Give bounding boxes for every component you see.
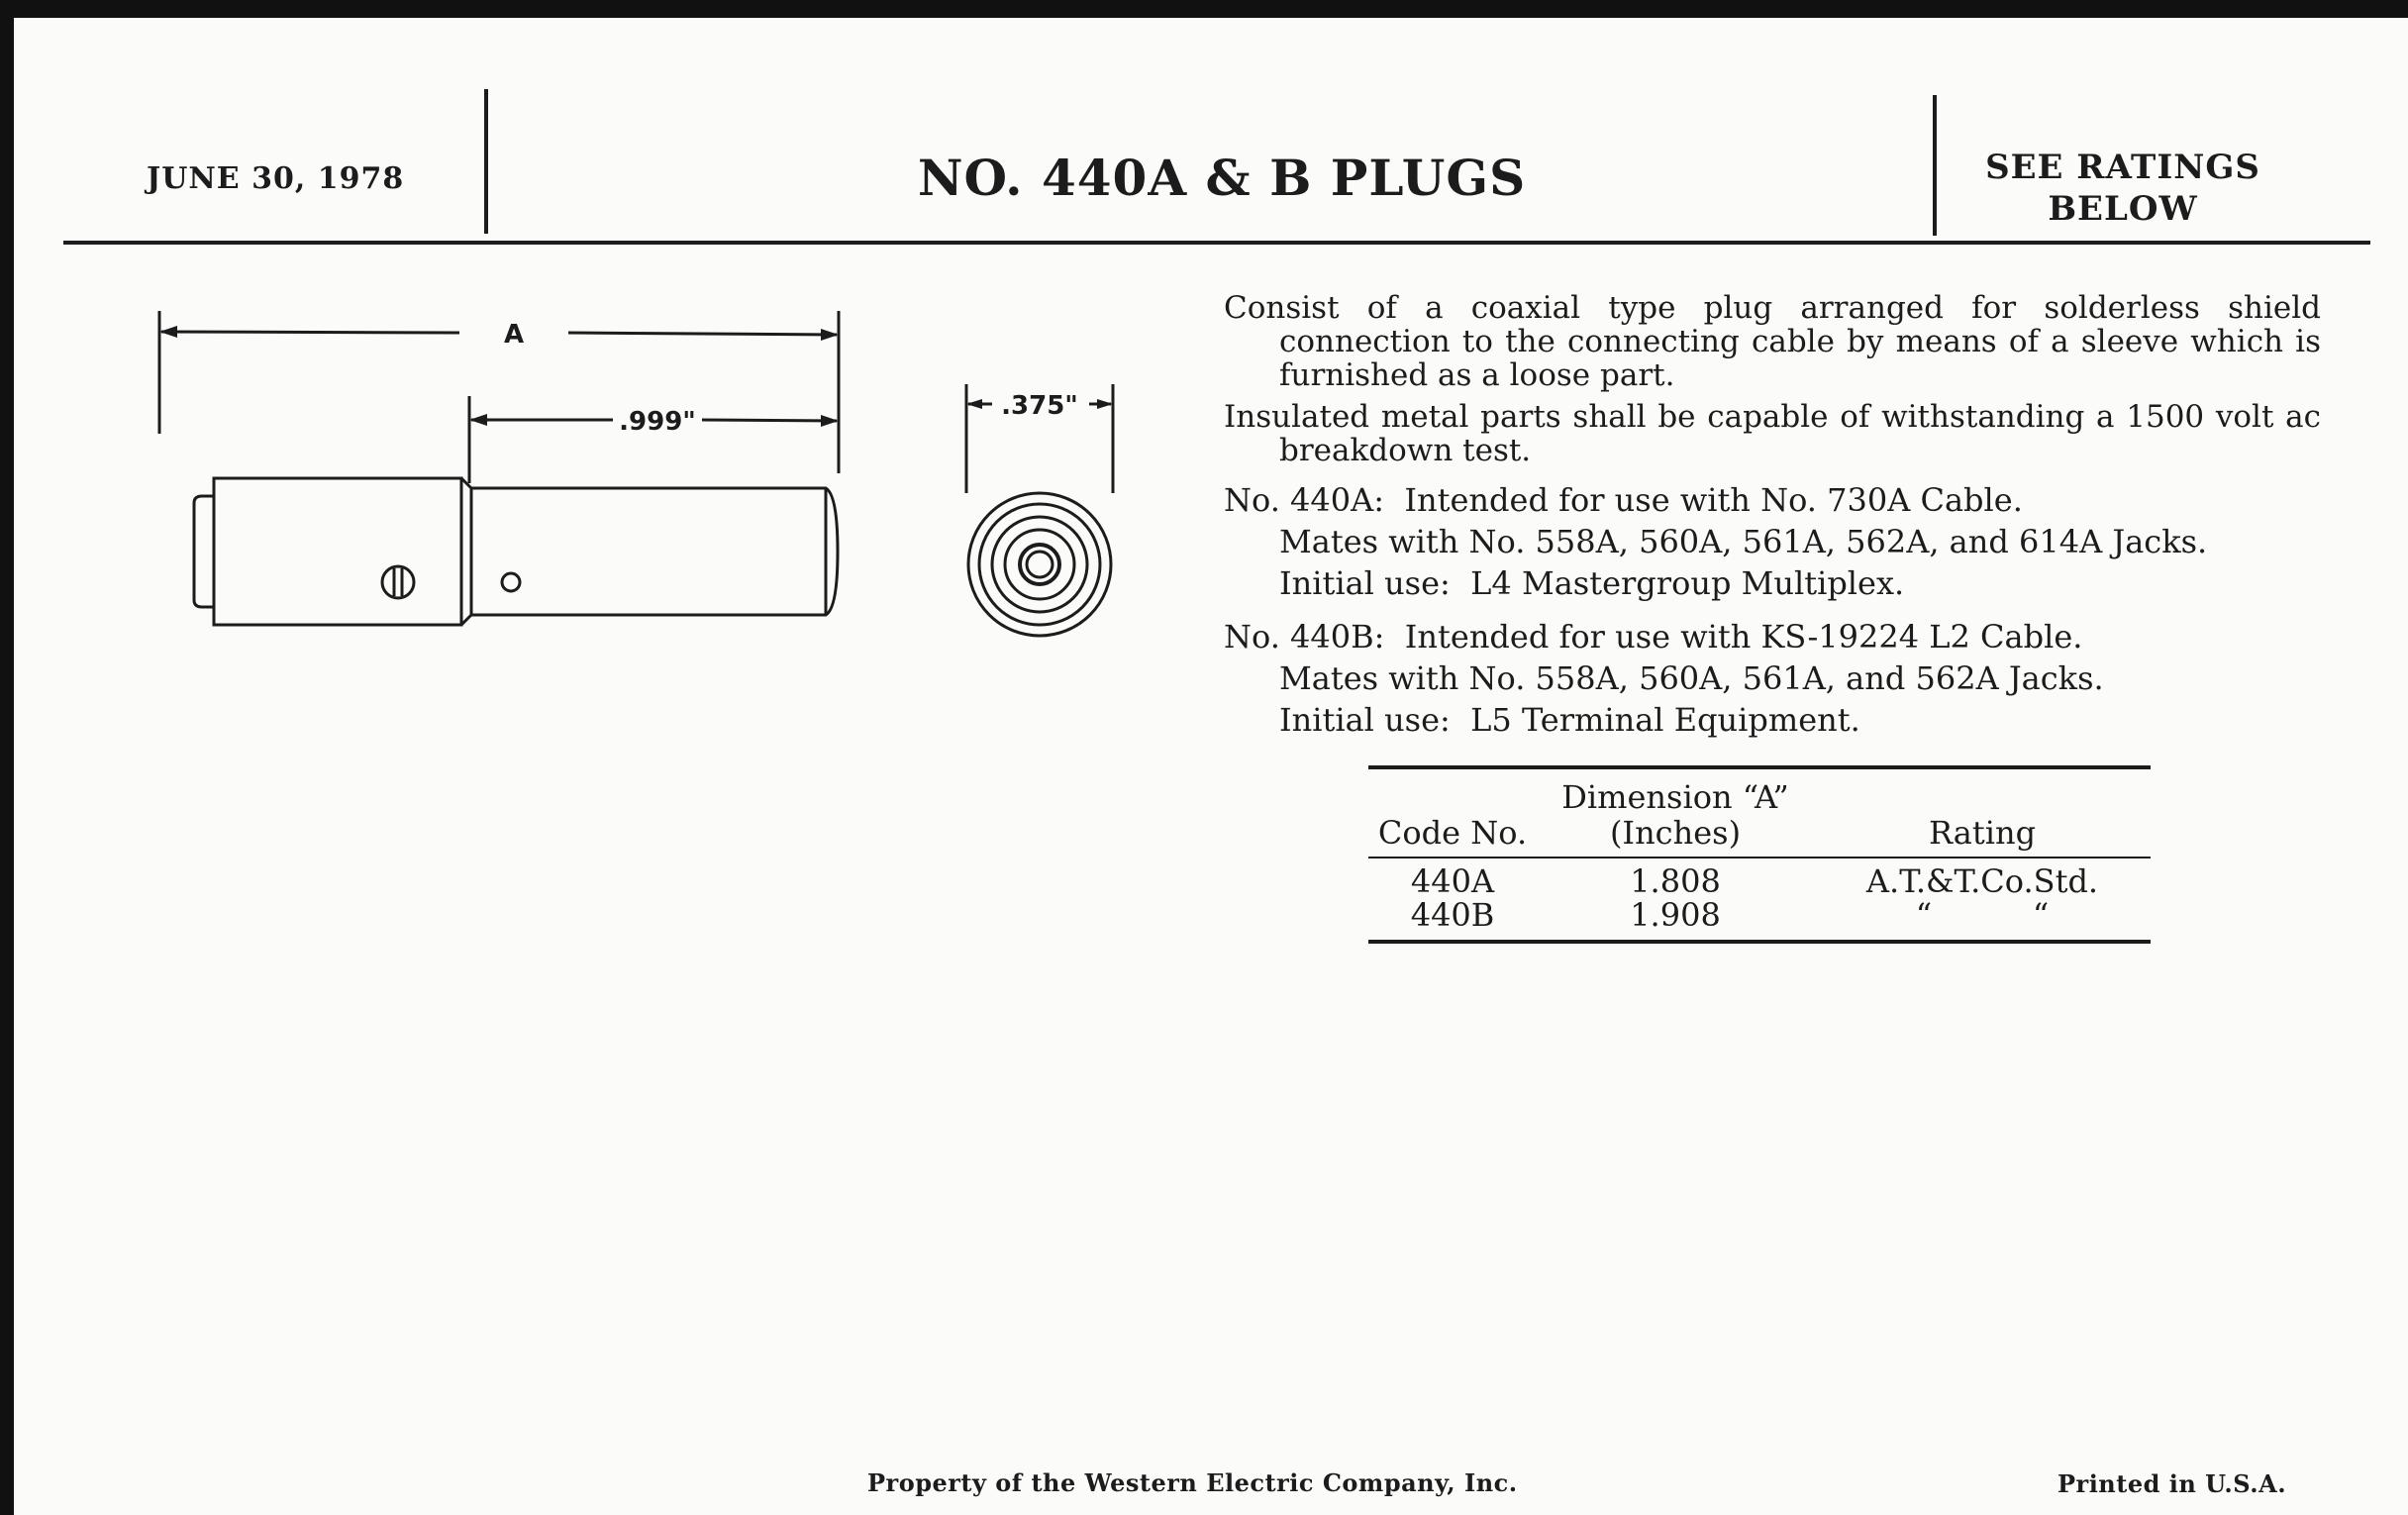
cell-dimension: 1.908	[1630, 896, 1721, 934]
header-divider-right	[1933, 95, 1937, 236]
plug-440b-code: No. 440B:	[1224, 618, 1385, 656]
description-block	[1224, 291, 2321, 741]
plug-440b-initial-value: L5 Terminal Equipment.	[1470, 701, 1860, 739]
col-header-dimension-line2: (Inches)	[1609, 814, 1742, 852]
plug-screw	[382, 566, 414, 598]
table-bottom-rule	[1368, 940, 2151, 944]
plug-sleeve	[471, 488, 838, 615]
plug-end-view-drawing	[954, 374, 1143, 671]
dim-375-label: .375"	[1001, 391, 1078, 421]
table-top-rule	[1368, 765, 2151, 769]
dim-a-arrow-right	[821, 329, 839, 341]
plug-tip	[194, 496, 214, 607]
dim-a-line-left	[161, 332, 459, 333]
table-row	[1368, 898, 2151, 932]
cell-code: 440A	[1410, 862, 1495, 900]
dim-a-label: A	[503, 320, 525, 350]
col-header-dimension	[1537, 779, 1814, 851]
col-header-dimension-line1: Dimension “A”	[1561, 778, 1789, 816]
ratings-table-body	[1368, 864, 2151, 932]
header-rule	[63, 241, 2370, 245]
dim-999-label: .999"	[619, 407, 696, 437]
end-view-center-pin	[1027, 552, 1053, 577]
footer-property: Property of the Western Electric Company, Inc.	[867, 1468, 1518, 1497]
header-rating-line2: BELOW	[2048, 189, 2198, 229]
col-header-rating: Rating	[1928, 814, 2037, 852]
dim-a-line-right	[568, 333, 837, 335]
header-divider-left	[484, 89, 488, 234]
ratings-table	[1368, 779, 2151, 851]
ratings-table-block	[1368, 765, 2160, 944]
plug-440b-section	[1224, 616, 2321, 741]
table-header-rule	[1368, 857, 2151, 858]
end-view-outer-ring	[968, 493, 1111, 636]
spec-sheet	[14, 18, 2408, 1515]
dim-999-line-right	[702, 420, 837, 421]
plug-440a-code: No. 440A:	[1224, 481, 1385, 519]
description-para2: Insulated metal parts shall be capable of withstanding a 1500 volt ac breakdown test.	[1224, 399, 2321, 468]
plug-440a-initial-label: Initial use:	[1279, 564, 1451, 602]
cell-dimension: 1.808	[1630, 862, 1721, 900]
dim-999-arrow-right	[821, 415, 839, 427]
plug-440b-initial-label: Initial use:	[1279, 701, 1451, 739]
plug-440a-mates: Mates with No. 558A, 560A, 561A, 562A, and 614A Jacks.	[1279, 523, 2208, 560]
header-rating-note	[1974, 147, 2271, 230]
table-row	[1368, 864, 2151, 898]
dim-999-arrow-left	[469, 414, 487, 426]
description-para1: Consist of a coaxial type plug arranged for solderless shield connection to the connecting cable by means of a sleeve which is furnished as a loose part.	[1224, 290, 2321, 393]
page-title: NO. 440A & B PLUGS	[917, 149, 1527, 207]
cell-rating: A.T.&T.Co.Std.	[1865, 862, 2099, 900]
plug-440b-mates: Mates with No. 558A, 560A, 561A, and 562A Jacks.	[1279, 659, 2104, 697]
plug-hole	[502, 573, 520, 591]
plug-440a-section	[1224, 479, 2321, 604]
cell-rating: “ “	[1915, 896, 2050, 934]
col-header-code: Code No.	[1377, 814, 1528, 852]
plug-440a-initial-value: L4 Mastergroup Multiplex.	[1470, 564, 1905, 602]
cell-code: 440B	[1410, 896, 1495, 934]
header-rating-line1: SEE RATINGS	[1985, 148, 2260, 187]
footer-printed: Printed in U.S.A.	[2057, 1469, 2287, 1498]
dim-a-arrow-left	[159, 326, 177, 338]
plug-440a-intended: Intended for use with No. 730A Cable.	[1404, 481, 2023, 519]
plug-side-view-drawing	[133, 275, 865, 671]
plug-large-body	[214, 478, 461, 625]
header-date: JUNE 30, 1978	[147, 161, 405, 196]
plug-440b-intended: Intended for use with KS-19224 L2 Cable.	[1404, 618, 2083, 656]
